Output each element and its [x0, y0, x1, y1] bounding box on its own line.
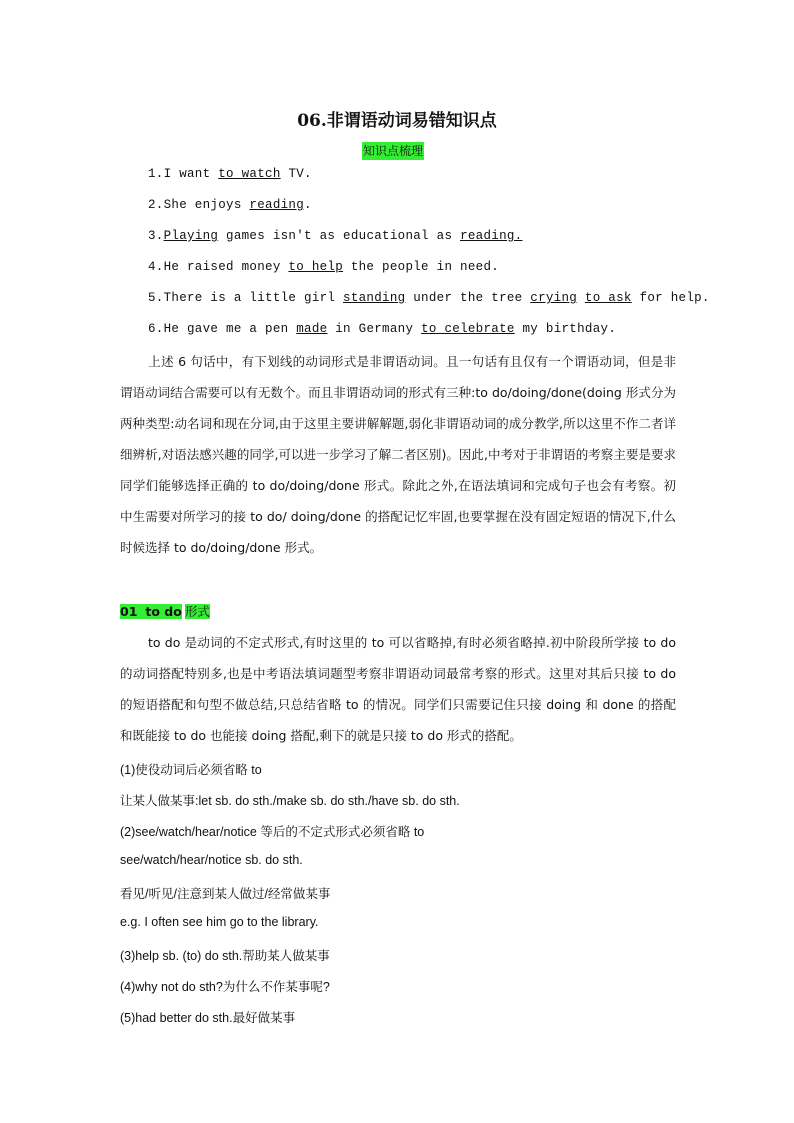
rule-line: (1)使役动词后必须省略 to	[120, 763, 262, 777]
underlined-verb: reading.	[460, 229, 523, 243]
sentence-text: TV.	[280, 167, 312, 181]
sentence-text: 5.There is a little girl	[148, 291, 344, 305]
example-sentence-4	[148, 260, 499, 274]
rule-line: (4)why not do sth?为什么不作某事呢?	[120, 980, 330, 994]
sentence-text: for help.	[631, 291, 710, 305]
rule-line: 让某人做某事:let sb. do sth./make sb. do sth./have sb. do sth.	[120, 794, 460, 808]
sentence-text: my birthday.	[514, 322, 617, 336]
page-title: 06.非谓语动词易错知识点	[297, 111, 497, 131]
sentence-text: 6.He gave me a pen	[148, 322, 297, 336]
underlined-verb: crying	[530, 291, 578, 305]
rule-line: see/watch/hear/notice sb. do sth.	[120, 853, 303, 867]
section-paragraph	[120, 627, 676, 751]
sentence-text: 3.	[148, 229, 164, 243]
rule-line: (5)had better do sth.最好做某事	[120, 1011, 296, 1025]
example-sentence-3	[148, 229, 522, 243]
section-label-en: to do	[145, 604, 182, 619]
example-sentence-2	[148, 198, 312, 212]
section-number: 01	[120, 604, 138, 619]
sentence-text: 1.I want	[148, 167, 219, 181]
underlined-verb: to celebrate	[421, 322, 515, 336]
section-heading	[120, 602, 210, 620]
sentence-text: 4.He raised money	[148, 260, 289, 274]
section-label-cn: 形式	[184, 604, 210, 619]
example-sentence-5	[148, 291, 710, 305]
sentence-text: .	[304, 198, 312, 212]
sentence-text: 2.She enjoys	[148, 198, 250, 212]
sentence-text: in Germany	[327, 322, 422, 336]
example-sentence-1	[148, 167, 312, 181]
sentence-text	[577, 291, 585, 305]
intro-text: 上述 6 句话中，有下划线的动词形式是非谓语动词。且一句话有且仅有一个谓语动词，但是非谓语动词结合需要可以有无数个。而且非谓语动词的形式有三种:to do/doing/done(doing 形式分为两种类型:动名词和现在分词,由于这里主要讲解解题,弱化非谓语动词的成分教学,所以这里不作二者详细辨析,对语法感兴趣的同学,可以进一步学习了解二者区别)。因此,中考对于非谓语的考察主要是要求同学们能够选择正确的 to do/doing/done 形式。除此之外,在语法填词和完成句子也会有考察。初中生需要对所学习的接 to do/ doing/done 的搭配记忆牢固,也要掌握在没有固定短语的情况下,什么时候选择 to do/doing/done 形式。	[120, 354, 676, 555]
underlined-verb: to help	[288, 260, 344, 274]
rule-line: (2)see/watch/hear/notice 等后的不定式形式必须省略 to	[120, 825, 425, 839]
underlined-verb: reading	[249, 198, 305, 212]
underlined-verb: made	[296, 322, 328, 336]
underlined-verb: to watch	[218, 167, 281, 181]
sentence-text: games isn't as educational as	[218, 229, 461, 243]
sentence-text: the people in need.	[343, 260, 500, 274]
rule-line: (3)help sb. (to) do sth.帮助某人做某事	[120, 949, 330, 963]
underlined-verb: to ask	[584, 291, 632, 305]
rule-line: 看见/听见/注意到某人做过/经常做某事	[120, 887, 331, 901]
intro-paragraph	[120, 346, 676, 563]
example-sentence-6	[148, 322, 616, 336]
section-heading-badge	[362, 140, 424, 159]
underlined-verb: Playing	[163, 229, 219, 243]
section-text: to do 是动词的不定式形式,有时这里的 to 可以省略掉,有时必须省略掉.初中阶段所学接 to do 的动词搭配特别多,也是中考语法填词题型考察非谓语动词最常考察的形式。这里对其后只接 to do 的短语搭配和句型不做总结,只总结省略 to 的情况。同学们只需要记住只接 doing 和 done 的搭配和既能接 to do 也能接 doing 搭配,剩下的就是只接 to do 形式的搭配。	[120, 635, 676, 743]
rule-line: e.g. I often see him go to the library.	[120, 915, 319, 929]
sentence-text: under the tree	[405, 291, 531, 305]
underlined-verb: standing	[343, 291, 406, 305]
subhead-label: 知识点梳理	[363, 144, 424, 158]
